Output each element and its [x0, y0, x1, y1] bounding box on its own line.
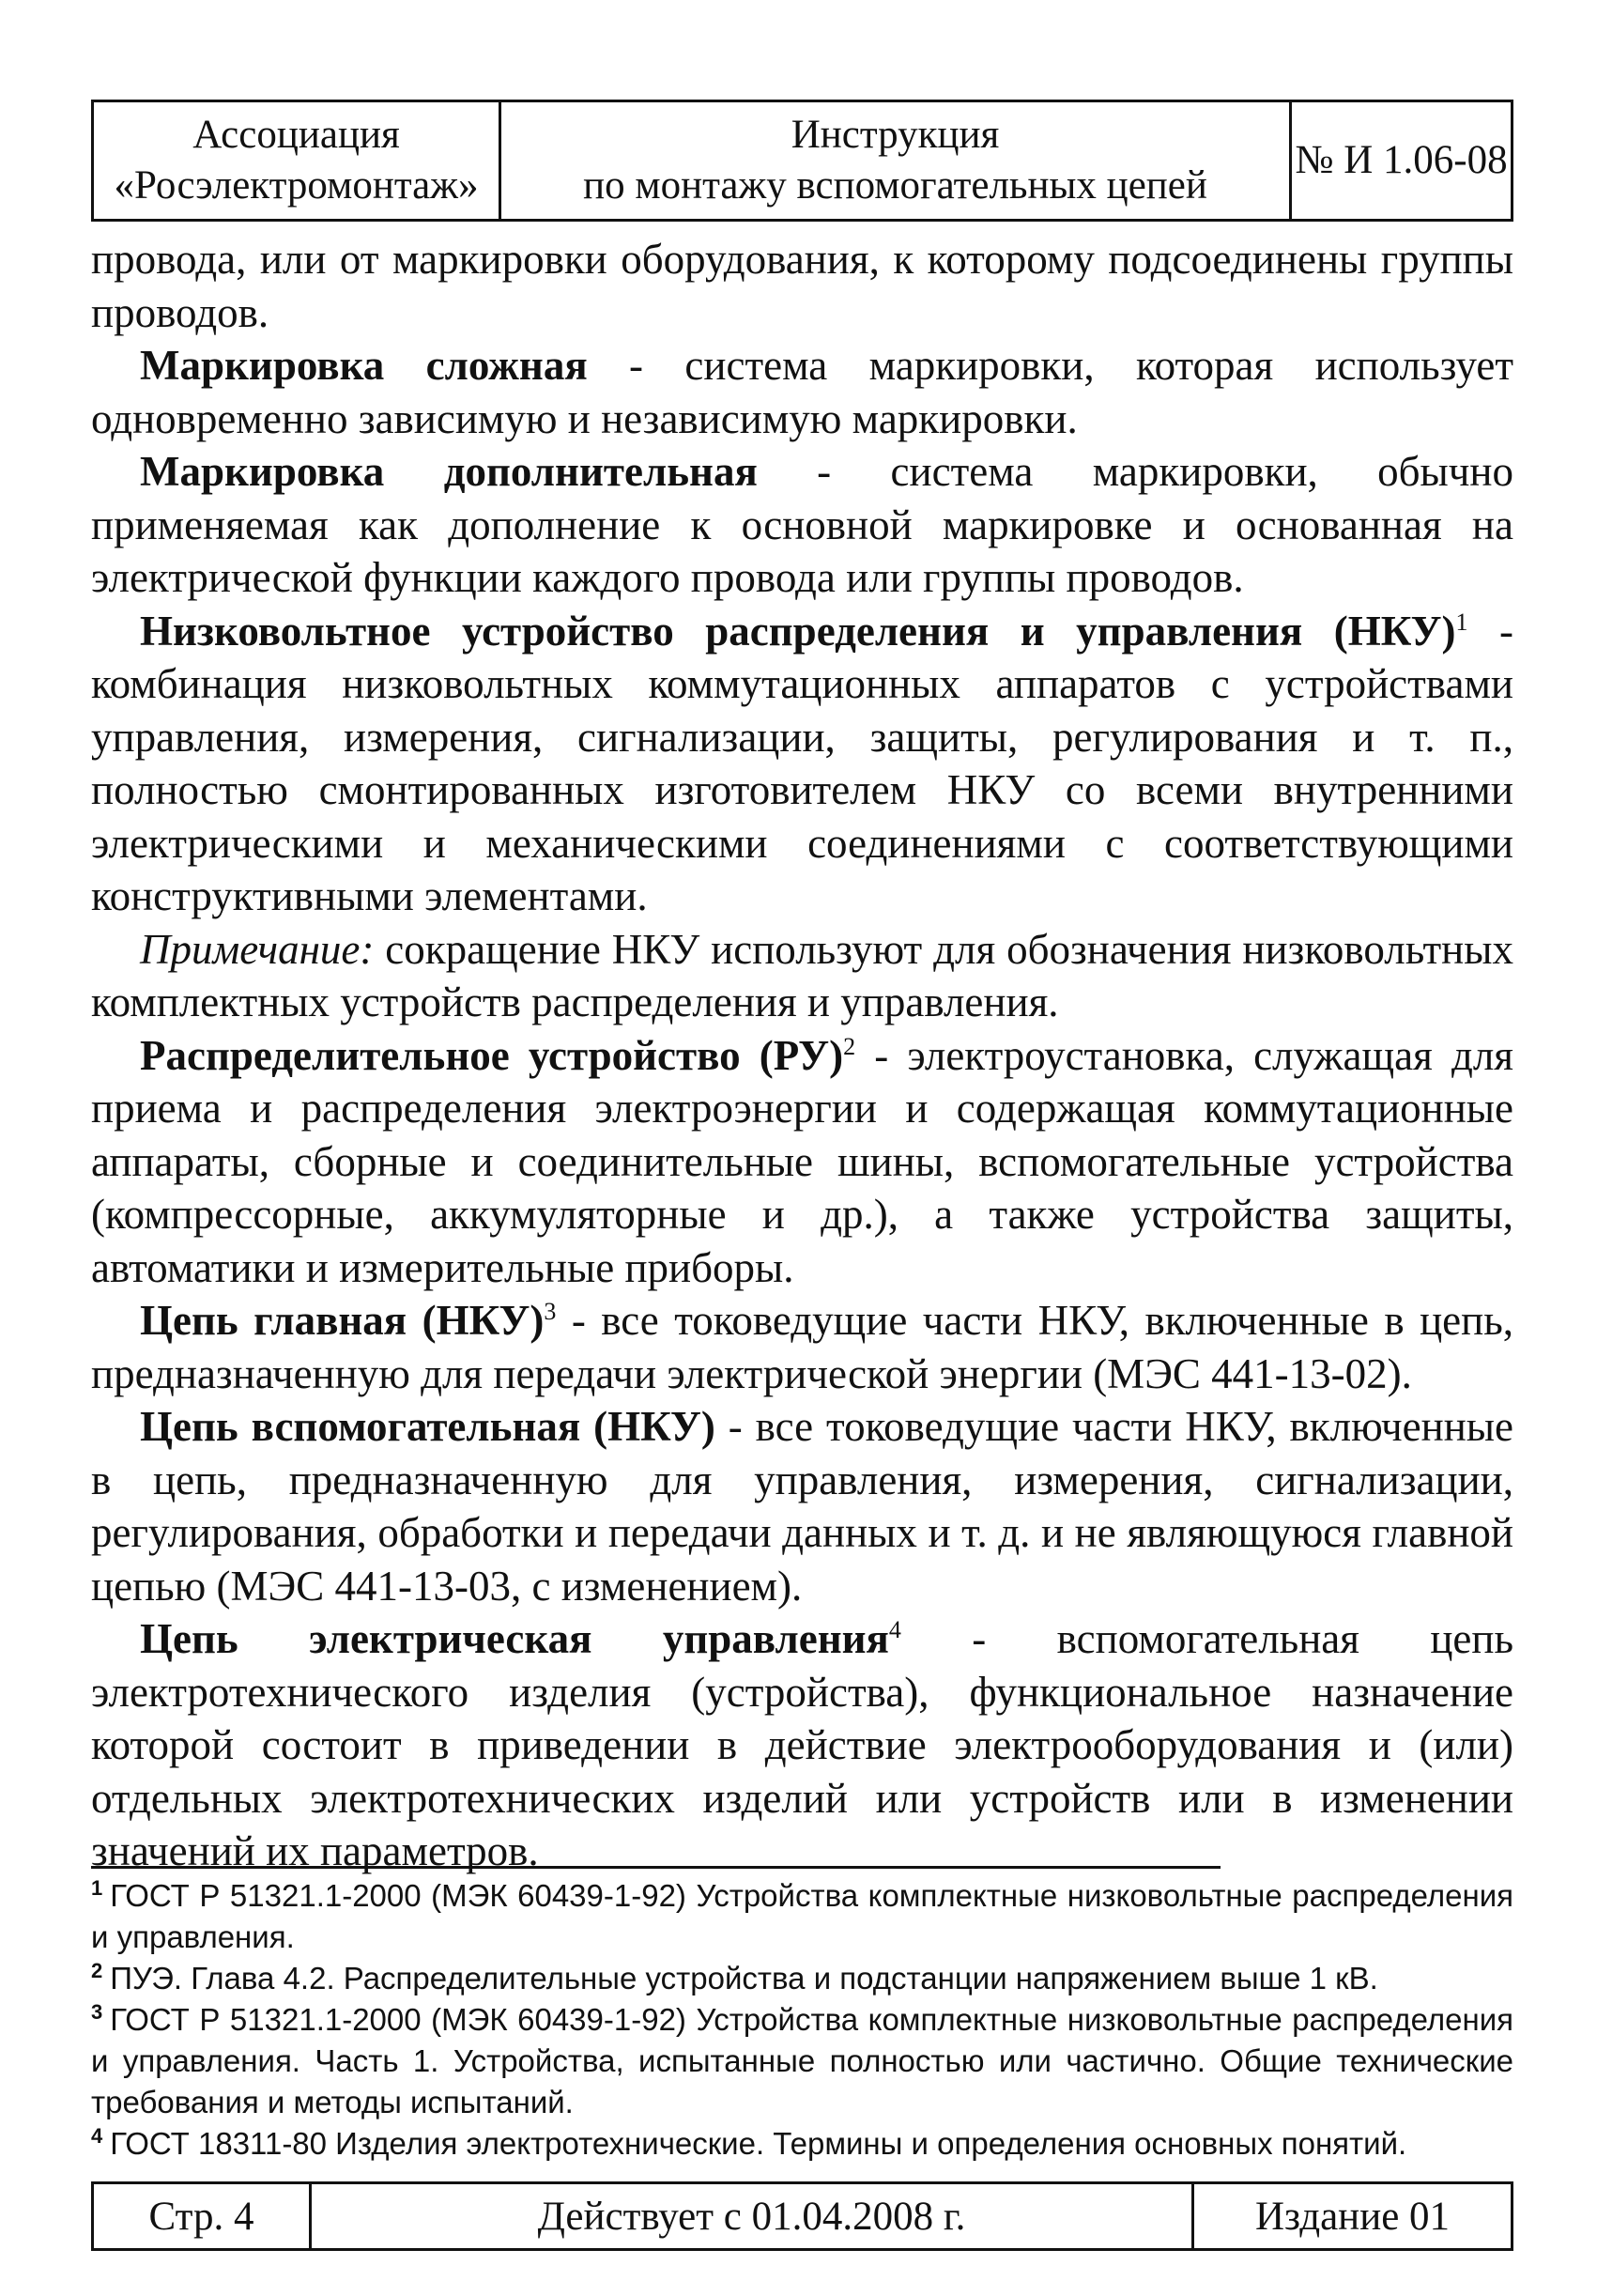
definition-term: Маркировка сложная: [140, 342, 588, 389]
paragraph-text: провода, или от маркировки оборудования, к которому подсоединены группы проводов.: [91, 236, 1513, 336]
document-header: [91, 100, 1513, 222]
header-document-number: [1292, 102, 1511, 219]
footnote: [91, 1958, 1513, 1999]
doc-title-line-2: по монтажу вспомогательных цепей: [583, 163, 1207, 208]
footnote-text: ГОСТ Р 51321.1-2000 (МЭК 60439-1-92) Устройства комплектные низковольтные распределения и управления.: [91, 1878, 1513, 1954]
footnote-separator: [91, 1866, 1221, 1869]
footnotes: [91, 1875, 1513, 2165]
footnote-number: 3: [91, 2000, 103, 2024]
definition-text: - система маркировки, которая использует одновременно зависимую и независимую маркировки.: [91, 342, 1514, 442]
doc-number: № И 1.06-08: [1295, 138, 1508, 182]
effective-date: Действует с 01.04.2008 г.: [312, 2184, 1194, 2248]
definition-term: Низковольтное устройство распределения и управления (НКУ): [140, 607, 1456, 655]
definition-paragraph: [91, 605, 1513, 923]
definition-text: - вспомогательная цепь электротехнического изделия (устройства), функциональное назначение которой состоит в приведении в действие электрооборудования и (или) отдельных электротехнических изделий или устройств или в изменении значений их параметров.: [91, 1615, 1513, 1874]
footnote-text: ГОСТ 18311-80 Изделия электротехнические. Термины и определения основных понятий.: [110, 2126, 1407, 2161]
edition: Издание 01: [1254, 2194, 1451, 2239]
note-text: сокращение НКУ используют для обозначения низковольтных комплектных устройств распределения и управления.: [91, 925, 1513, 1025]
footnote-number: 4: [91, 2124, 103, 2148]
definition-paragraph: [91, 339, 1513, 445]
definition-paragraph: [91, 1294, 1513, 1400]
paragraph-continuation: [91, 233, 1513, 339]
footnote-ref: 3: [544, 1298, 557, 1325]
footnote: [91, 2123, 1513, 2165]
footnote-ref: 1: [1455, 608, 1468, 636]
note-label: Примечание:: [140, 925, 375, 973]
document-body: [91, 233, 1513, 1878]
footnote-ref: 4: [888, 1616, 901, 1643]
definition-paragraph: [91, 1400, 1513, 1612]
note-paragraph: [91, 923, 1513, 1029]
definition-paragraph: [91, 1029, 1513, 1295]
org-line-1: Ассоциация: [192, 113, 400, 157]
footnote: [91, 1875, 1513, 1958]
definition-text: - все токоведущие части НКУ, включенные в цепь, предназначенную для передачи электрической энергии (МЭС 441-13-02).: [91, 1297, 1513, 1397]
definition-term: Маркировка дополнительная: [140, 448, 758, 495]
footnote-text: ПУЭ. Глава 4.2. Распределительные устройства и подстанции напряжением выше 1 кВ.: [110, 1961, 1378, 1996]
document-footer: [91, 2181, 1513, 2251]
header-document-title: [501, 102, 1292, 219]
footnote-number: 2: [91, 1959, 103, 1982]
definition-term: Распределительное устройство (РУ): [140, 1031, 844, 1079]
definition-paragraph: [91, 445, 1513, 605]
definition-text: - комбинация низковольтных коммутационных аппаратов с устройствами управления, измерения, сигнализации, защиты, регулирования и т. п., полностью смонтированных изготовителем НКУ со всеми внутренними электрическими и механическими соединениями с соответствующими конструктивными элементами.: [91, 607, 1513, 919]
definition-term: Цепь вспомогательная (НКУ): [140, 1403, 715, 1450]
definition-term: Цепь электрическая управления: [140, 1615, 889, 1662]
footnote-ref: 2: [843, 1032, 856, 1060]
org-line-2: «Росэлектромонтаж»: [114, 163, 479, 208]
definition-text: - система маркировки, обычно применяемая как дополнение к основной маркировке и основанная на электрической функции каждого провода или группы проводов.: [91, 448, 1514, 601]
footnote-number: 1: [91, 1876, 103, 1900]
page-number: Стр. 4: [94, 2184, 312, 2248]
footnote-text: ГОСТ Р 51321.1-2000 (МЭК 60439-1-92) Устройства комплектные низковольтные распределения и управления. Часть 1. Устройства, испытанные полностью или частично. Общие технические требования и методы испытаний.: [91, 2002, 1513, 2119]
header-organization: [94, 102, 501, 219]
definition-term: Цепь главная (НКУ): [140, 1297, 545, 1344]
footnote: [91, 1999, 1513, 2123]
definition-text: - электроустановка, служащая для приема и распределения электроэнергии и содержащая коммутационные аппараты, сборные и соединительные шины, вспомогательные устройства (компрессорные, аккумуляторные и др.), а также устройства защиты, автоматики и измерительные приборы.: [91, 1031, 1513, 1291]
doc-title-line-1: Инструкция: [791, 113, 1000, 157]
definition-paragraph: [91, 1612, 1513, 1878]
definition-text: - все токоведущие части НКУ, включенные в цепь, предназначенную для управления, измерения, сигнализации, регулирования, обработки и передачи данных и т. д. и не являющуюся главной цепью (МЭС 441-13-03, с изменением).: [91, 1403, 1513, 1610]
